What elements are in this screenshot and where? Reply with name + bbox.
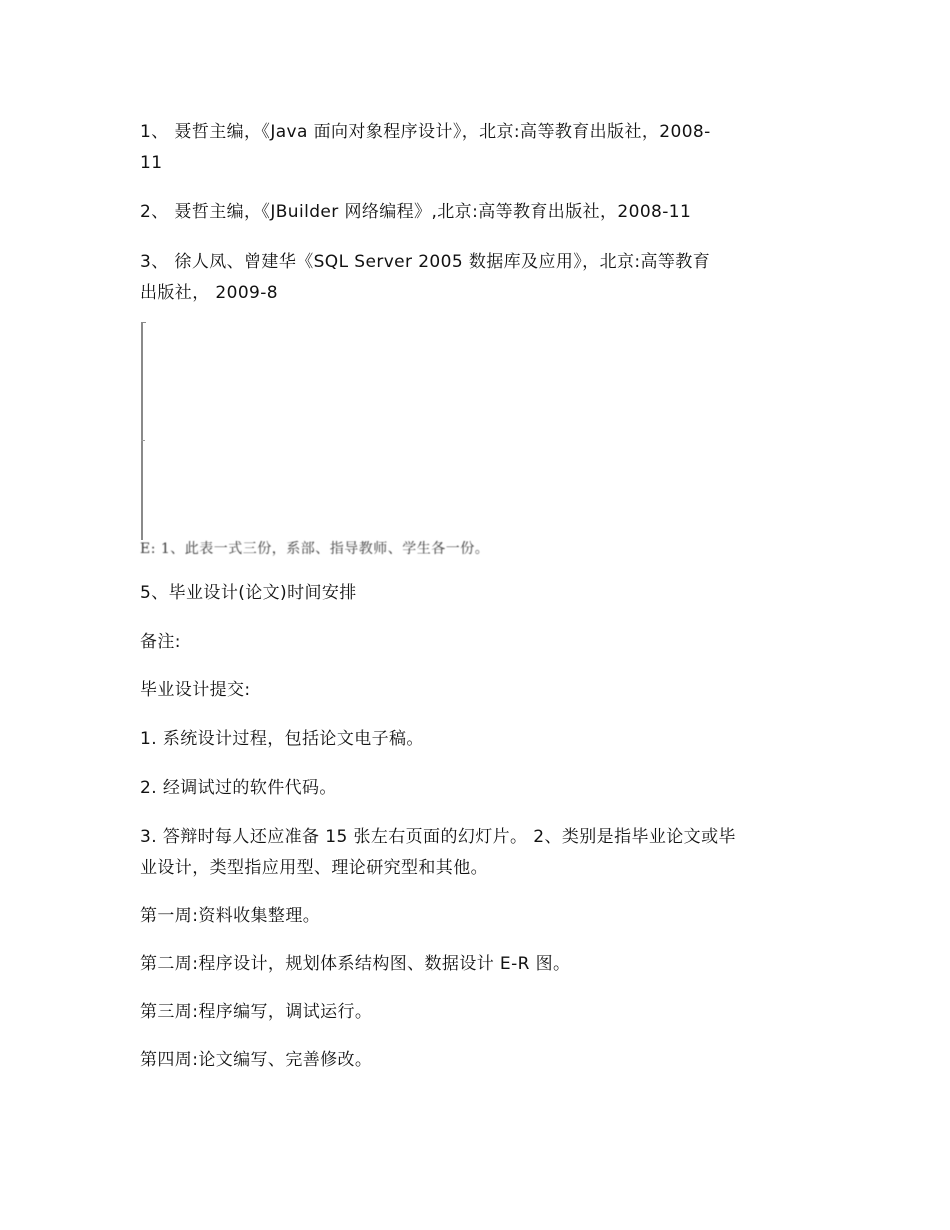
scan-table-border xyxy=(141,322,143,540)
submission-item-1: 1. 系统设计过程，包括论文电子稿。 xyxy=(140,729,424,749)
scan-table-mark xyxy=(141,440,145,441)
submission-item-3-line-2: 业设计，类型指应用型、理论研究型和其他。 xyxy=(140,858,488,878)
reference-1-line-1: 1、 聂哲主编，《Java 面向对象程序设计》，北京:高等教育出版社，2008- xyxy=(140,122,711,142)
reference-3-line-1: 3、 徐人凤、曾建华《SQL Server 2005 数据库及应用》，北京:高等教育 xyxy=(140,252,711,272)
scan-caption: E: 1、此表一式三份，系部、指导教师、学生各一份。 xyxy=(140,541,490,557)
submission-heading: 毕业设计提交: xyxy=(140,680,251,700)
week-4: 第四周:论文编写、完善修改。 xyxy=(140,1050,373,1070)
week-3: 第三周:程序编写，调试运行。 xyxy=(140,1002,373,1022)
scanned-table-image xyxy=(140,322,620,558)
remarks-label: 备注: xyxy=(140,632,181,652)
reference-3-line-2: 出版社， 2009-8 xyxy=(140,283,279,303)
reference-2: 2、 聂哲主编，《JBuilder 网络编程》,北京:高等教育出版社，2008-11 xyxy=(140,202,692,222)
week-2: 第二周:程序设计，规划体系结构图、数据设计 E-R 图。 xyxy=(140,954,571,974)
week-1: 第一周:资料收集整理。 xyxy=(140,906,321,926)
scan-table-corner xyxy=(141,322,146,323)
submission-item-2: 2. 经调试过的软件代码。 xyxy=(140,778,337,798)
reference-1-line-2: 11 xyxy=(140,153,163,173)
submission-item-3-line-1: 3. 答辩时每人还应准备 15 张左右页面的幻灯片。 2、类别是指毕业论文或毕 xyxy=(140,827,736,847)
schedule-heading: 5、毕业设计(论文)时间安排 xyxy=(140,583,357,603)
